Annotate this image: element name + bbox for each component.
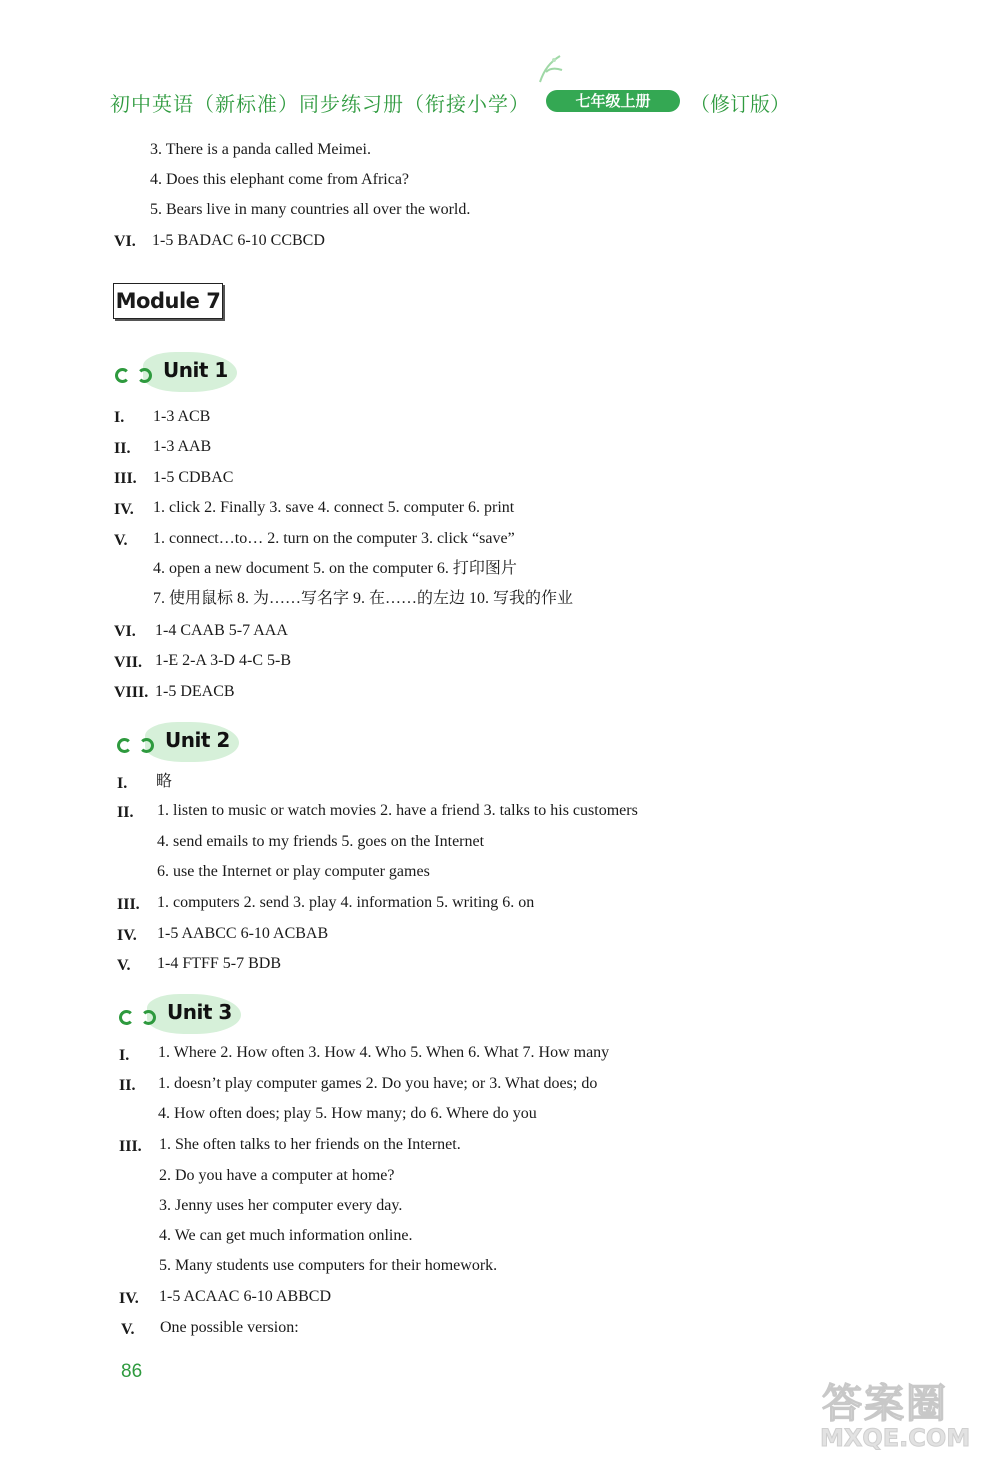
watermark-logo: [808, 1372, 998, 1460]
section-number: III.: [117, 896, 140, 913]
answer-line: 4. open a new document 5. on the computer 6. 打印图片: [153, 560, 517, 577]
ring-icon: [115, 368, 130, 383]
answer-line: 1. doesn’t play computer games 2. Do you have; or 3. What does; do: [158, 1075, 598, 1092]
answer-line: 4. How often does; play 5. How many; do 6. Where do you: [158, 1105, 537, 1122]
answer-line: 1. Where 2. How often 3. How 4. Who 5. When 6. What 7. How many: [158, 1044, 610, 1061]
answer-line: 5. Many students use computers for their homework.: [159, 1257, 498, 1274]
answer-line: 1-5 CDBAC: [153, 469, 234, 486]
section-number: V.: [117, 957, 131, 974]
section-number: II.: [117, 804, 134, 821]
ring-icon: [117, 738, 132, 753]
ring-icon: [137, 368, 152, 383]
section-number: V.: [114, 532, 128, 549]
watermark-text: 答案圈: [822, 1381, 948, 1427]
section-number: VI.: [114, 233, 136, 250]
section-number: IV.: [119, 1290, 139, 1307]
answer-line: 1-3 ACB: [153, 408, 211, 425]
grade-badge: 七年级上册: [546, 90, 680, 112]
answer-line: 1. click 2. Finally 3. save 4. connect 5. computer 6. print: [153, 499, 515, 516]
edition-label: （修订版）: [690, 92, 790, 116]
answer-line: One possible version:: [160, 1319, 299, 1336]
answer-line: 4. We can get much information online.: [159, 1227, 413, 1244]
section-number: I.: [119, 1047, 130, 1064]
section-number: II.: [119, 1077, 136, 1094]
answer-line: 1. connect…to… 2. turn on the computer 3. click “save”: [153, 530, 515, 547]
answer-line: 1-5 DEACB: [155, 683, 235, 700]
answer-line: 1-E 2-A 3-D 4-C 5-B: [155, 652, 291, 669]
answer-line: 5. Bears live in many countries all over the world.: [150, 201, 471, 218]
section-number: V.: [121, 1321, 135, 1338]
answer-line: 1. computers 2. send 3. play 4. information 5. writing 6. on: [157, 894, 535, 911]
section-number: VII.: [114, 654, 143, 671]
leaf-decoration-icon: [536, 52, 566, 86]
section-number: III.: [114, 470, 137, 487]
answer-line: 4. send emails to my friends 5. goes on the Internet: [157, 833, 485, 850]
section-number: I.: [114, 409, 125, 426]
answer-line: 1-4 CAAB 5-7 AAA: [155, 622, 288, 639]
section-number: II.: [114, 440, 131, 457]
ring-icon: [139, 738, 154, 753]
module-heading: Module 7: [113, 283, 223, 319]
book-title: 初中英语（新标准）同步练习册（衔接小学）: [110, 92, 530, 116]
ring-icon: [141, 1010, 156, 1025]
answer-line: 3. Jenny uses her computer every day.: [159, 1197, 403, 1214]
unit-title: Unit 2: [165, 728, 230, 752]
answer-line: 1-5 BADAC 6-10 CCBCD: [152, 232, 325, 249]
page-number: 86: [121, 1361, 143, 1382]
answer-line: 6. use the Internet or play computer games: [157, 863, 430, 880]
section-number: I.: [117, 775, 128, 792]
section-number: III.: [119, 1138, 142, 1155]
section-number: IV.: [114, 501, 134, 518]
answer-line: 1. She often talks to her friends on the Internet.: [159, 1136, 461, 1153]
ring-icon: [119, 1010, 134, 1025]
answer-line: 1-5 ACAAC 6-10 ABBCD: [159, 1288, 332, 1305]
unit-title: Unit 1: [163, 358, 228, 382]
answer-line: 1-5 AABCC 6-10 ACBAB: [157, 925, 329, 942]
watermark-url: MXQE.COM: [820, 1424, 971, 1452]
section-number: IV.: [117, 927, 137, 944]
answer-line: 1-3 AAB: [153, 438, 212, 455]
answer-line: 3. There is a panda called Meimei.: [150, 141, 371, 158]
answer-line: 1-4 FTFF 5-7 BDB: [157, 955, 282, 972]
section-number: VI.: [114, 623, 136, 640]
answer-line: 4. Does this elephant come from Africa?: [150, 171, 410, 188]
answer-line: 略: [156, 773, 173, 790]
answer-line: 2. Do you have a computer at home?: [159, 1167, 395, 1184]
answer-line: 7. 使用鼠标 8. 为……写名字 9. 在……的左边 10. 写我的作业: [153, 590, 574, 607]
unit-title: Unit 3: [167, 1000, 232, 1024]
answer-line: 1. listen to music or watch movies 2. have a friend 3. talks to his customers: [157, 802, 638, 819]
section-number: VIII.: [114, 684, 149, 701]
